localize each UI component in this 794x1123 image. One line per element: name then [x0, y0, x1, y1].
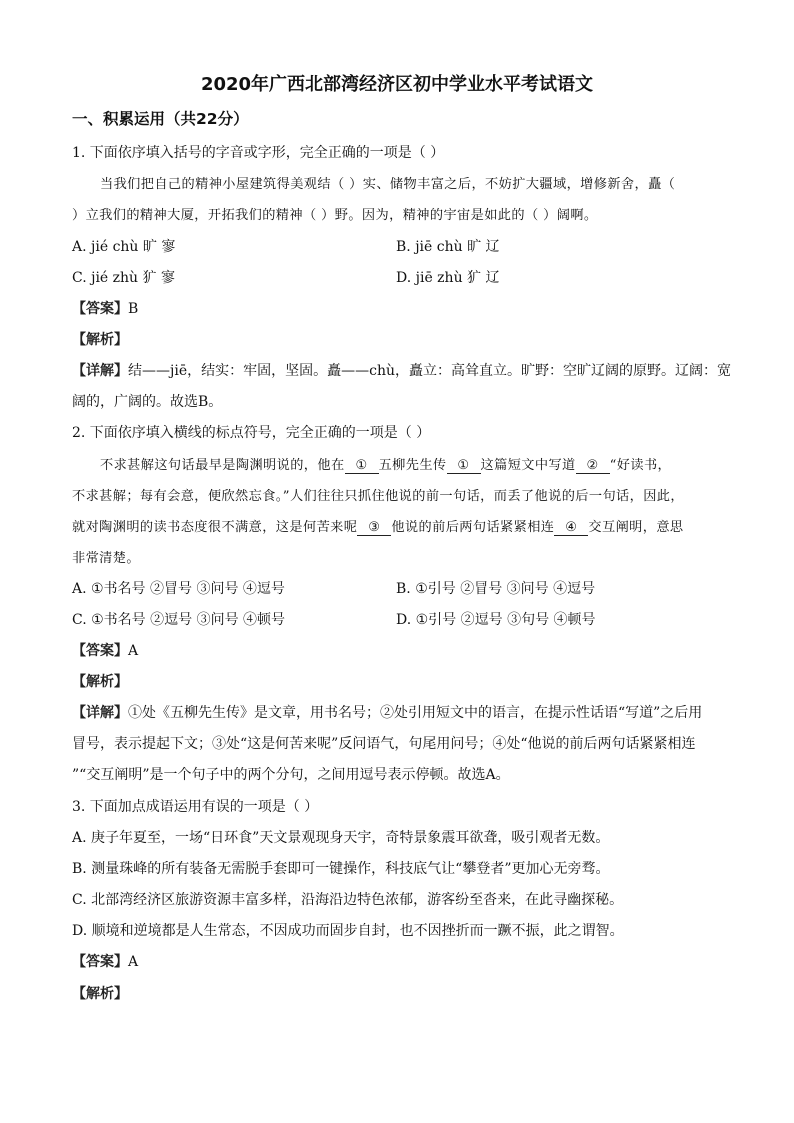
q3-option-b: B. 测量珠峰的所有装备无需脱手套即可一键操作，科技底气让“攀登者”更加心无旁骛。 — [72, 861, 610, 877]
q2-passage-line-2: 不求甚解；每有会意，便欣然忘食。”人们往往只抓住他说的前一句话，而丢了他说的后一句话，因此， — [72, 489, 684, 504]
q1-passage-line-2: ）立我们的精神大厦，开拓我们的精神（ ）野。因为，精神的宇宙是如此的（ ）阔啊。 — [72, 208, 598, 223]
passage-text: 就对陶渊明的读书态度很不满意，这是何苦来呢 — [72, 520, 358, 535]
answer-tag: 【答案】 — [72, 301, 128, 317]
blank-4: ④ — [554, 520, 588, 536]
q1-analysis — [72, 329, 128, 349]
q2-stem: 2. 下面依序填入横线的标点符号，完全正确的一项是（ ） — [72, 425, 431, 441]
q2-passage-line-3 — [72, 516, 684, 536]
q2-detail-line-1 — [72, 702, 702, 722]
blank-1: ① — [345, 458, 379, 474]
passage-text: 不求甚解这句话最早是陶渊明说的，他在 — [100, 458, 345, 473]
detail-tag: 【详解】 — [72, 705, 128, 721]
blank-3: ③ — [357, 520, 391, 536]
q2-answer — [72, 640, 138, 660]
q3-stem: 3. 下面加点成语运用有误的一项是（ ） — [72, 799, 319, 815]
q1-option-d: D. jiē zhù 犷 辽 — [396, 270, 500, 286]
page-title: 2020年广西北部湾经济区初中学业水平考试语文 — [200, 74, 594, 95]
q3-answer — [72, 951, 138, 971]
passage-text: 交互阐明，意思 — [588, 520, 684, 535]
q1-detail-line-1 — [72, 360, 731, 380]
q3-analysis — [72, 983, 128, 1003]
q2-option-c: C. ①书名号 ②逗号 ③问号 ④顿号 — [72, 612, 286, 628]
q1-detail-line-2: 阔的，广阔的。故选B。 — [72, 394, 223, 410]
passage-text: 五柳先生传 — [378, 458, 447, 473]
analysis-tag: 【解析】 — [72, 986, 128, 1002]
q2-analysis — [72, 671, 128, 691]
blank-1b: ① — [447, 458, 481, 474]
q2-passage-line-1 — [100, 454, 671, 474]
answer-value: B — [128, 301, 139, 317]
answer-tag: 【答案】 — [72, 643, 128, 659]
detail-tag: 【详解】 — [72, 363, 128, 379]
q3-option-a: A. 庚子年夏至，一场“日环食”天文景观现身天宇，奇特景象震耳欲聋，吸引观者无数。 — [72, 830, 610, 846]
passage-text: 他说的前后两句话紧紧相连 — [391, 520, 555, 535]
detail-text: ①处《五柳先生传》是文章，用书名号；②处引用短文中的语言，在提示性话语“写道”之后用 — [128, 705, 703, 721]
answer-tag: 【答案】 — [72, 954, 128, 970]
q3-option-c: C. 北部湾经济区旅游资源丰富多样，沿海沿边特色浓郁，游客纷至沓来，在此寻幽探秘。 — [72, 892, 624, 908]
q1-option-b: B. jiē chù 旷 辽 — [396, 239, 500, 255]
q2-detail-line-3: ”“交互阐明”是一个句子中的两个分句，之间用逗号表示停顿。故选A。 — [72, 767, 510, 783]
passage-text: 这篇短文中写道 — [480, 458, 576, 473]
q2-option-d: D. ①引号 ②逗号 ③句号 ④顿号 — [396, 612, 596, 628]
q1-option-c: C. jié zhù 犷 寥 — [72, 270, 175, 286]
q2-option-a: A. ①书名号 ②冒号 ③问号 ④逗号 — [72, 581, 285, 597]
answer-value: A — [128, 643, 139, 659]
answer-value: A — [128, 954, 139, 970]
analysis-tag: 【解析】 — [72, 674, 128, 690]
analysis-tag: 【解析】 — [72, 332, 128, 348]
q2-passage-line-4: 非常清楚。 — [72, 551, 140, 566]
section-heading: 一、积累运用（共22分） — [72, 110, 249, 128]
q1-passage-line-1: 当我们把自己的精神小屋建筑得美观结（ ）实、储物丰富之后，不妨扩大疆域，增修新舍，矗（ — [100, 177, 676, 192]
q3-option-d: D. 顺境和逆境都是人生常态，不因成功而固步自封，也不因挫折而一蹶不振，此之谓智。 — [72, 923, 624, 939]
q1-answer — [72, 298, 138, 318]
q2-detail-line-2: 冒号，表示提起下文；③处“这是何苦来呢”反问语气，句尾用问号；④处“他说的前后两句话紧紧相连 — [72, 736, 696, 752]
blank-2: ② — [576, 458, 610, 474]
detail-text: 结——jiē，结实：牢固，坚固。矗——chù，矗立：高耸直立。旷野：空旷辽阔的原野。辽阔：宽 — [128, 363, 731, 379]
q1-option-a: A. jié chù 旷 寥 — [72, 239, 176, 255]
q2-option-b: B. ①引号 ②冒号 ③问号 ④逗号 — [396, 581, 596, 597]
passage-text: “好读书， — [609, 458, 672, 473]
q1-stem: 1. 下面依序填入括号的字音或字形，完全正确的一项是（ ） — [72, 145, 445, 161]
